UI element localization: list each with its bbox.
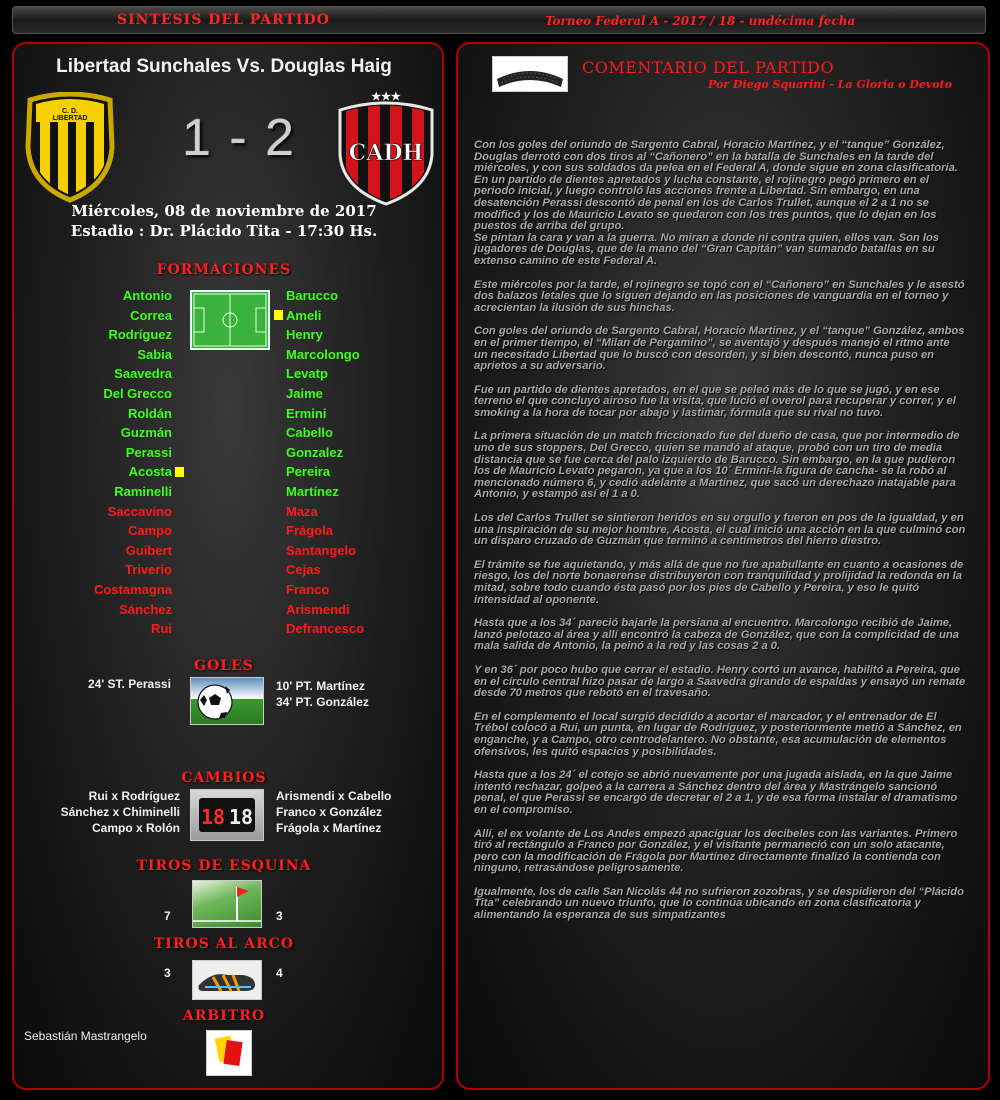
- away-goal: 10' PT. Martínez: [276, 679, 365, 693]
- away-goal: 34' PT. González: [276, 695, 369, 709]
- commentary-paragraph: Con goles del oriundo de Sargento Cabral, Horacio Martínez, y el “tanque” González, ambos en el primer tiempo, el “Milan de Pergamino”, se aventajó y después manejó el ritmo ante un necesitado Libertad que lo buscó con desorden, y si bien descontó, nunca puso en aprietos a su adversario.: [474, 325, 965, 373]
- svg-text:LIBERTAD: LIBERTAD: [52, 115, 88, 122]
- changes-heading: CAMBIOS: [181, 770, 267, 786]
- home-starter-player: Perassi: [125, 444, 172, 460]
- commentary-paragraph: Con los goles del oriundo de Sargento Cabral, Horacio Martínez, y el “tanque” González, Douglas derrotó con dos tiros al “Cañonero” en la batalla de Sunchales en la tarde del miércoles, y con sus soldados da pelea en el Federal A, donde sigue en zona clasificatoria. En un partido de dientes apretados y lucha constante, el rojinegro pegó primero en el periodo inicial, y luego controló las acciones frente a Libertad. Sin embargo, en una desatención Perassi descontó de penal en los de Carlos Trullet, aunque el 2 a 1 no se modificó y los de Mauricio Levato se quedaron con los tres puntos, que lo dejan en los puestos de arriba del grupo. Se pintan la cara y van a la guerra. No miran a donde ni contra quien, ellos van. Son los jugadores de Douglas, que de la mano del “Gran Capitán” van sumando batallas en su extenso camino de este Federal A.: [474, 139, 958, 267]
- commentary-body: [474, 140, 966, 934]
- away-starter-player: Ermini: [286, 405, 327, 421]
- commentary-paragraph: Allí, el ex volante de Los Andes empezó apaciguar los decibeles con las variantes. Primero tiró al rectángulo a Franco por González, y el visitante permaneció con un solo atacante, pero con la modificación de Frágola por Martínez directamente finalizó la contienda con ninguno, retrasándose peligrosamente.: [474, 827, 958, 875]
- home-change: Sánchez x Chiminelli: [60, 805, 180, 819]
- score: 1 - 2: [181, 109, 297, 167]
- commentary-paragraph: Este miércoles por la tarde, el rojinegro se topó con el “Cañonero” en Sunchales y le asestó dos balazos letales que lo siguen dejando en las posiciones de vanguardia en el torneo y acrecientan la ilusión de sus hinchas.: [474, 278, 965, 314]
- libertad-crest-icon: [20, 92, 120, 204]
- douglas-haig-crest-icon: [334, 88, 438, 206]
- away-starter-player: Levatp: [286, 366, 328, 382]
- away-substitute-player: Frágola: [286, 523, 333, 539]
- yellow-card-icon: [274, 310, 283, 320]
- away-starter-player: Martínez: [286, 483, 339, 499]
- home-starter-player: Roldán: [127, 405, 172, 421]
- away-changes: [276, 788, 391, 836]
- match-summary-panel: [12, 42, 444, 1090]
- home-lineup: [94, 286, 172, 639]
- svg-text:18: 18: [200, 805, 226, 829]
- commentary-paragraph: En el complemento el local surgió decidido a acortar el marcador, y el entrenador de El Trébol colocó a Rui, un punta, en lugar de Rodríguez, y posteriormente metió a Sánchez, en enganche, y a Campo, otro centrodelantero. No obstante, esa acumulación de elementos ofensivos, les quitó espacios y posibilidades.: [474, 710, 962, 758]
- substitution-board-icon: [190, 789, 264, 841]
- yellow-card-icon: [175, 467, 184, 477]
- goals-heading: GOLES: [194, 658, 254, 674]
- away-change: Franco x González: [276, 805, 383, 819]
- home-change: Campo x Rolón: [91, 821, 180, 835]
- away-starter-player: Barucco: [286, 288, 339, 303]
- tournament-title: Torneo Federal A - 2017 / 18 - undécima fecha: [545, 14, 856, 28]
- home-shots: 3: [164, 966, 171, 980]
- home-goals: [88, 676, 171, 692]
- commentary-panel: [456, 42, 990, 1090]
- away-change: Arismendi x Cabello: [276, 789, 392, 803]
- corners-heading: TIROS DE ESQUINA: [136, 858, 312, 874]
- away-substitute-player: Santangelo: [286, 542, 357, 558]
- referee-heading: ARBITRO: [182, 1008, 266, 1024]
- home-starter-player: Antonio: [122, 288, 172, 303]
- field-icon: [190, 290, 270, 350]
- home-starter-player: Correa: [130, 307, 172, 323]
- away-shots: 4: [276, 966, 283, 980]
- home-substitute-player: Saccavino: [107, 503, 172, 519]
- commentary-paragraph: Igualmente, los de calle San Nicolás 44 no sufrieron zozobras, y se despidieron del “Plácido Tita” celebrando un nuevo triunfo, que lo continúa ubicando en zona clasificatoria y alimentando la esperanza de sus simpatizantes: [474, 885, 964, 922]
- svg-text:C. D.: C. D.: [62, 108, 78, 115]
- home-change: Rui x Rodríguez: [88, 789, 180, 803]
- home-starter-player: Raminelli: [114, 483, 172, 499]
- away-change: Frágola x Martínez: [276, 821, 382, 835]
- svg-text:★★★: ★★★: [371, 91, 401, 103]
- away-substitute-player: Defrancesco: [286, 621, 365, 637]
- commentary-byline: Por Diego Squarini - La Gloria o Devoto: [708, 78, 953, 91]
- away-substitute-player: Arismendi: [286, 601, 350, 617]
- away-corners: 3: [276, 909, 283, 923]
- soccer-ball-icon: [190, 677, 264, 725]
- away-goals: [276, 678, 369, 710]
- away-substitute-player: Maza: [286, 503, 318, 519]
- keyboard-icon: [492, 56, 568, 92]
- svg-text:CADH: CADH: [348, 140, 424, 166]
- commentary-heading: COMENTARIO DEL PARTIDO: [582, 58, 835, 77]
- away-starter-player: Jaime: [286, 385, 323, 401]
- home-starter-player: Del Grecco: [103, 385, 172, 401]
- top-header-bar: [12, 6, 986, 34]
- commentary-paragraph: Y en 36´ por poco hubo que cerrar el estadio. Henry cortó un avance, habilitó a Pereira, que en el círculo central hizo pasar de largo a Saavedra girando de espaldas y ensayó un remate desde 70 metros que rebotó en el travesaño.: [474, 663, 966, 700]
- away-starter-player: Ameli: [286, 307, 322, 323]
- home-substitute-player: Guibert: [125, 542, 172, 558]
- match-title: Libertad Sunchales Vs. Douglas Haig: [56, 56, 392, 77]
- formations-heading: FORMACIONES: [156, 262, 292, 278]
- home-starter-player: Guzmán: [120, 425, 172, 441]
- away-lineup: [286, 286, 364, 639]
- commentary-paragraph: La primera situación de un match friccionado fue del dueño de casa, que por intermedio de uno de sus stoppers, Del Grecco, quien se mandó al ataque, probó con un tiro de media distancia que se fue cerca del palo izquierdo de Barucco. Sin embargo, en la que pudieron los de Mauricio Levato pegaron, ya que a los 10´ Ermini-la figura de cancha- se la robó al mencionado número 6, y cedió adelante a Martínez, que sacó un derechazo inatajable para Antonio, y estampó así el 1 a 0.: [474, 430, 960, 501]
- home-changes: [61, 788, 180, 836]
- away-starter-player: Gonzalez: [286, 444, 344, 460]
- away-starter-player: Marcolongo: [286, 346, 360, 362]
- home-substitute-player: Sánchez: [119, 601, 172, 617]
- home-goal: 24' ST. Perassi: [88, 677, 171, 691]
- away-starter-player: Pereira: [286, 464, 331, 480]
- away-substitute-player: Franco: [286, 581, 330, 597]
- shots-heading: TIROS AL ARCO: [153, 936, 295, 952]
- home-starter-player: Saavedra: [114, 366, 172, 382]
- home-substitute-player: Costamagna: [93, 581, 172, 597]
- away-starter-player: Henry: [286, 327, 323, 343]
- away-starter-player: Cabello: [286, 425, 333, 441]
- home-starter-player: Sabia: [137, 346, 172, 362]
- commentary-paragraph: El trámite se fue aquietando, y más allá de que no fue apabullante en cuanto a ocasiones de riesgo, los del norte bonaerense distribuyeron con tranquilidad y prolijidad la redonda en la mitad, sobre todo cuando ésta pasó por los pies de Cabello y Pereira, y eso le quitó intensidad al oponente.: [474, 558, 964, 606]
- commentary-paragraph: Los del Carlos Trullet se sintieron heridos en su orgullo y fueron en pos de la igualdad, y en una inspiración de su mejor hombre, Acosta, el cual inició una acción en la que culminó con un disparo cruzado de Guzmán que terminó a centímetros del hierro diestro.: [474, 512, 966, 548]
- home-starter-player: Rodríguez: [108, 327, 172, 343]
- match-date: Miércoles, 08 de noviembre de 2017: [71, 202, 377, 220]
- home-corners: 7: [164, 909, 171, 923]
- corner-flag-icon: [192, 880, 262, 928]
- home-substitute-player: Campo: [127, 523, 172, 539]
- referee-name: Sebastián Mastrangelo: [24, 1029, 147, 1043]
- home-substitute-player: Triverio: [125, 562, 172, 578]
- away-substitute-player: Cejas: [286, 562, 321, 578]
- home-starter-player: Acosta: [128, 464, 172, 480]
- commentary-paragraph: Hasta que a los 24´ el cotejo se abrió nuevamente por una jugada aislada, en la que Jaime intentó rechazar, golpeó a la carrera a Sánchez dentro del área y Mastrángelo sancionó penal, el que Perassi se encargó de decretar el 2 a 1, y de esa forma instalar el dramatismo en el compromiso.: [474, 769, 958, 816]
- boot-icon: [192, 960, 262, 1000]
- svg-text:18: 18: [228, 805, 254, 829]
- home-substitute-player: Rui: [151, 621, 172, 637]
- summary-title: SINTESIS DEL PARTIDO: [117, 12, 330, 28]
- match-stadium: Estadio : Dr. Plácido Tita - 17:30 Hs.: [70, 222, 378, 240]
- commentary-paragraph: Fue un partido de dientes apretados, en el que se peleó más de lo que se jugó, y en ese terreno el que concluyó airoso fue la visita, que lució el overol para recuperar y correr, y el smoking a la hora de tocar por abajo y lastimar, fórmula que su rival no tuvo.: [474, 383, 956, 419]
- referee-cards-icon: [206, 1030, 252, 1076]
- commentary-paragraph: Hasta que a los 34´ pareció bajarle la persiana al encuentro. Marcolongo recibió de Jaime, lanzó pelotazo al área y allí encontró la cabeza de González, que con la complicidad de una mala salida de Antonio, la peinó a la red y las cosas 2 a 0.: [474, 617, 959, 653]
